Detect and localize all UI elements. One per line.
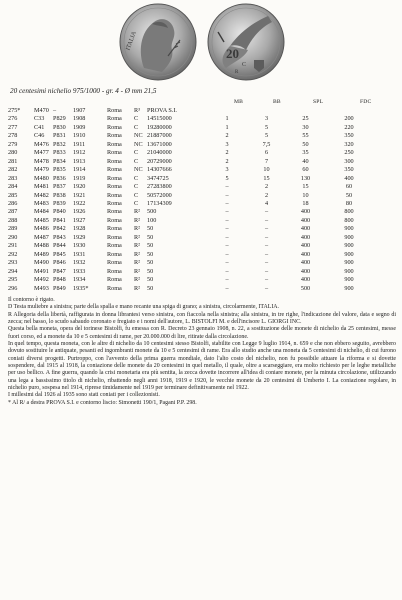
table-cell: M477 <box>34 149 49 157</box>
table-cell: 5 <box>225 174 229 182</box>
table-cell: 2 <box>225 157 229 165</box>
table-cell: 1930 <box>73 242 86 250</box>
table-cell: – <box>264 208 269 216</box>
table-cell: 2 <box>225 132 229 140</box>
table-cell: 400 <box>300 208 311 216</box>
col-header-spl: SPL <box>313 99 324 105</box>
table-cell: 20729000 <box>147 157 172 165</box>
table-cell: 40 <box>302 157 309 165</box>
table-cell: 17134309 <box>147 199 172 207</box>
table-cell: 292 <box>8 250 18 258</box>
table-cell: 19280000 <box>147 123 172 131</box>
table-cell: R² <box>134 250 140 258</box>
table-cell: 900 <box>344 233 354 241</box>
table-cell: P829 <box>53 115 66 123</box>
table-row <box>8 225 373 233</box>
table-cell: P846 <box>53 259 66 267</box>
table-cell: R² <box>134 242 140 250</box>
table-cell: – <box>225 276 229 284</box>
table-cell: – <box>225 267 229 275</box>
table-row <box>8 115 373 123</box>
table-cell: – <box>264 284 269 292</box>
table-row <box>8 242 373 250</box>
history-paragraph-1: Questa bella moneta, opera del torinese Bistolfi, fu emessa con R. Decreto 23 gennaio 1908, n. 22, a sostituzione delle monete di nichelio da 25 centesimi, messe fuori corso, ed a monete da 10 e 5 centesimi di rame, per 20.000.000 di lire, ritirate dalla circolazione. <box>8 326 396 340</box>
table-row <box>8 132 373 140</box>
table-cell: Roma <box>107 157 122 165</box>
table-cell: Roma <box>107 250 122 258</box>
table-cell: 3474725 <box>147 174 169 182</box>
table-cell: P847 <box>53 267 66 275</box>
table-cell: M481 <box>34 183 49 191</box>
table-cell: 1921 <box>73 191 86 199</box>
table-cell: 278 <box>8 132 18 140</box>
table-cell: P845 <box>53 250 66 258</box>
table-cell: 50 <box>302 140 309 148</box>
table-cell: 281 <box>8 157 18 165</box>
table-cell: M493 <box>34 284 49 292</box>
table-cell: – <box>264 276 269 284</box>
history-paragraph-2: In quel tempo, questa moneta, con le altre di nichelio da 10 centesimi stesso Bistolfi, stabilite con Legge 9 luglio 1914, n. 659 e che non ebbero seguito, avrebbero dovuto sostituire le antiquate, pesanti ed ingombranti monete da 10 e 5 centesimi di rame. Era allo studio anche una moneta da 5 centesimi di nichelio, di cui furono coniati diversi progetti. Purtroppo, con l'avvento della prima guerra mondiale, dato l'alto costo del nichelio, non fu possibile attuare la riforma e si dovette sospendere, dal 1915 al 1918, la coniazione delle monete da 20 centesimi in quel metallo, il quale, oltre a scarseggiare, era molto richiesto per le leghe metalliche per uso bellico. A fine guerra, quando la crisi monetaria era più sentita, la zecca dovette incorrere all'idea di coniare monete, per la minuta circolazione, utilizzando una lega a bassissimo titolo di nichelio, ribattendo negli anni 1918, 1919 e 1920, le vecchie monete da 20 centesimi di Umberto I. La coniazione regolare, in nichelio puro, sospesa nel 1914, riprese timidamente nel 1919 per terminare definitivamente nel 1922. <box>8 341 396 392</box>
table-cell: 21040000 <box>147 149 172 157</box>
table-cell: – <box>264 250 269 258</box>
table-cell: 320 <box>344 140 354 148</box>
catalog-table <box>8 107 373 293</box>
table-cell: – <box>225 233 229 241</box>
table-cell: 1914 <box>73 166 86 174</box>
table-cell: 1908 <box>73 115 86 123</box>
table-cell: 500 <box>300 284 311 292</box>
table-cell: Roma <box>107 233 122 241</box>
collectors-note: I millesimi dal 1926 al 1935 sono stati coniati per i collezionisti. <box>8 392 160 399</box>
table-cell: 60 <box>345 183 353 191</box>
table-cell: Roma <box>107 199 122 207</box>
table-cell: 1932 <box>73 259 86 267</box>
table-row <box>8 285 373 293</box>
coin-mint: R <box>235 70 239 75</box>
table-cell: P833 <box>53 149 66 157</box>
table-cell: 15 <box>302 183 309 191</box>
table-cell: 900 <box>344 267 354 275</box>
table-cell: Roma <box>107 208 122 216</box>
table-cell: Roma <box>107 216 122 224</box>
table-cell: M484 <box>34 208 49 216</box>
table-cell: R² <box>134 259 140 267</box>
table-cell: 1910 <box>73 132 86 140</box>
table-cell: M480 <box>34 174 49 182</box>
table-cell: 2 <box>264 183 269 191</box>
table-cell: 35 <box>302 149 309 157</box>
coin-reverse <box>208 4 284 80</box>
table-cell: P842 <box>53 225 66 233</box>
obverse-description: D Testa muliebre a sinistra; parte della spalla e mano recante una spiga di grano; a sinistra, circolarmente, ITALIA. <box>8 304 280 311</box>
table-row <box>8 175 373 183</box>
table-row <box>8 208 373 216</box>
table-cell: 130 <box>300 174 311 182</box>
table-cell: – <box>264 259 269 267</box>
table-cell: – <box>225 284 229 292</box>
table-cell: C <box>134 123 139 131</box>
table-cell: – <box>225 216 229 224</box>
coin-unit: C <box>242 62 247 68</box>
table-cell: C46 <box>34 132 45 140</box>
table-cell: 290 <box>8 233 18 241</box>
table-cell: 276 <box>8 115 18 123</box>
table-cell: 900 <box>344 225 354 233</box>
table-cell: 50 <box>147 284 154 292</box>
coin-images <box>118 2 288 84</box>
table-cell: 1 <box>225 115 229 123</box>
col-header-fdc: FDC <box>360 99 372 105</box>
table-cell: C <box>134 199 139 207</box>
table-cell: 14515000 <box>147 115 172 123</box>
table-cell: 400 <box>300 250 311 258</box>
table-cell: – <box>225 250 229 258</box>
table-cell: P840 <box>53 208 66 216</box>
table-row <box>8 276 373 284</box>
table-cell: – <box>264 225 269 233</box>
table-cell: Roma <box>107 267 122 275</box>
table-cell: 286 <box>8 199 18 207</box>
table-cell: – <box>225 208 229 216</box>
table-cell: 3 <box>225 140 229 148</box>
table-cell: P848 <box>53 276 66 284</box>
table-cell: 800 <box>344 216 354 224</box>
table-cell: Roma <box>107 140 122 148</box>
table-cell: 27283800 <box>147 183 172 191</box>
table-cell: C <box>134 174 139 182</box>
table-cell: P843 <box>53 233 66 241</box>
table-cell: P839 <box>53 199 66 207</box>
table-cell: – <box>225 259 229 267</box>
table-cell <box>247 107 286 115</box>
table-cell: 1926 <box>73 208 86 216</box>
table-cell: Roma <box>107 115 122 123</box>
table-cell: 1929 <box>73 233 86 241</box>
table-cell: 2 <box>225 149 229 157</box>
table-cell: 1935* <box>73 284 89 292</box>
table-cell: R³ <box>134 107 140 114</box>
table-cell: Roma <box>107 191 122 199</box>
table-cell: 13671000 <box>147 140 172 148</box>
table-row <box>8 192 373 200</box>
table-cell: 1 <box>225 123 229 131</box>
table-cell: 289 <box>8 225 18 233</box>
table-cell: 800 <box>344 208 354 216</box>
table-cell: M485 <box>34 216 49 224</box>
table-cell: 25 <box>302 115 309 123</box>
table-cell: M490 <box>34 259 49 267</box>
table-cell: 1919 <box>73 174 86 182</box>
table-cell: 80 <box>345 199 353 207</box>
table-cell: 294 <box>8 267 18 275</box>
table-cell: C33 <box>34 115 45 123</box>
table-cell: 288 <box>8 216 18 224</box>
reverse-description: R Allegoria della libertà, raffigurata in donna librantesi verso sinistra, con fiaccola nella sinistra; alla sinistra, in tre righe, l'indicazione del valore, data e segno di zecca; nel basso, lo scudo sabaudo coronato e fregiato e i nomi dell'autore, L. BISTOLFI M. e dell'incisore L. GIORGI INC. <box>8 311 396 326</box>
table-cell: Roma <box>107 149 122 157</box>
table-cell: 400 <box>300 225 311 233</box>
table-cell: 282 <box>8 166 18 174</box>
table-cell: C41 <box>34 123 45 131</box>
table-cell: M476 <box>34 140 49 148</box>
table-cell: 5 <box>264 132 269 140</box>
table-cell: 100 <box>147 216 157 224</box>
table-cell: NC <box>134 140 143 148</box>
table-cell: 2 <box>264 191 269 199</box>
table-cell: 400 <box>300 216 311 224</box>
table-cell: – <box>225 183 229 191</box>
table-cell: – <box>53 107 57 114</box>
table-cell <box>286 107 325 115</box>
table-cell <box>325 107 373 115</box>
coin-value: 20 <box>226 46 239 61</box>
table-cell: 285 <box>8 191 18 199</box>
table-row <box>8 141 373 149</box>
table-cell: R² <box>134 216 140 224</box>
table-cell: 400 <box>300 259 311 267</box>
table-cell: 900 <box>344 250 354 258</box>
table-cell <box>207 107 247 115</box>
table-cell: 900 <box>344 284 354 292</box>
table-cell: – <box>225 191 229 199</box>
table-cell: 50 <box>147 259 154 267</box>
table-cell: 283 <box>8 174 18 182</box>
table-cell: 300 <box>344 157 354 165</box>
table-cell: 50 <box>147 242 154 250</box>
table-cell: C <box>134 157 139 165</box>
table-cell: Roma <box>107 174 122 182</box>
table-row <box>8 259 373 267</box>
table-cell: PROVA S.I. <box>147 107 177 114</box>
table-cell: P834 <box>53 157 66 165</box>
table-cell: 284 <box>8 183 18 191</box>
table-cell: 400 <box>300 267 311 275</box>
table-cell: NC <box>134 132 143 140</box>
description-text <box>8 297 396 407</box>
table-cell: 30 <box>302 123 309 131</box>
table-cell: Roma <box>107 284 122 292</box>
table-row <box>8 158 373 166</box>
table-cell: 1907 <box>73 107 86 114</box>
table-cell: Roma <box>107 259 122 267</box>
table-cell: 1922 <box>73 199 86 207</box>
table-cell: 280 <box>8 149 18 157</box>
table-cell: 1933 <box>73 267 86 275</box>
table-cell: 400 <box>344 174 354 182</box>
table-cell: 277 <box>8 123 18 131</box>
table-cell: NC <box>134 166 143 174</box>
table-cell: M482 <box>34 191 49 199</box>
table-cell: 3 <box>264 115 269 123</box>
table-cell: Roma <box>107 107 122 114</box>
table-cell: 220 <box>344 123 354 131</box>
table-cell: R² <box>134 208 140 216</box>
table-row <box>8 166 373 174</box>
table-cell: 10 <box>302 191 309 199</box>
table-cell: 400 <box>300 276 311 284</box>
table-cell: R² <box>134 276 140 284</box>
table-cell: 900 <box>344 242 354 250</box>
table-row <box>8 217 373 225</box>
table-cell: Roma <box>107 166 122 174</box>
table-cell: 50572000 <box>147 191 172 199</box>
table-cell: 50 <box>345 191 353 199</box>
table-cell: 900 <box>344 276 354 284</box>
table-cell: 400 <box>300 233 311 241</box>
table-cell: P836 <box>53 174 66 182</box>
table-cell: 1934 <box>73 276 86 284</box>
table-cell: M491 <box>34 267 49 275</box>
table-cell: 293 <box>8 259 18 267</box>
table-cell: – <box>225 242 229 250</box>
table-cell: 1912 <box>73 149 86 157</box>
table-row <box>8 200 373 208</box>
footnote: * Al R/ a destra PROVA S.I. e contorno liscio: Simonetti 190/1, Pagani P.P. 298. <box>8 399 197 406</box>
table-cell: 3 <box>225 166 229 174</box>
table-row <box>8 234 373 242</box>
col-header-mb: MB <box>234 99 244 105</box>
coin-title: 20 centesimi nichelio 975/1000 - gr. 4 - Ø mm 21,5 <box>10 87 157 95</box>
table-cell: 350 <box>344 166 354 174</box>
table-cell: 350 <box>344 132 354 140</box>
table-cell: M478 <box>34 157 49 165</box>
table-cell: 5 <box>264 123 269 131</box>
table-cell: P832 <box>53 140 66 148</box>
table-cell: 18 <box>302 199 309 207</box>
table-cell: C <box>134 115 139 123</box>
table-cell: Roma <box>107 242 122 250</box>
table-row <box>8 251 373 259</box>
table-cell: 1920 <box>73 183 86 191</box>
table-cell: 295 <box>8 276 18 284</box>
table-cell: P849 <box>53 284 66 292</box>
table-cell: P838 <box>53 191 66 199</box>
table-cell: 7 <box>264 157 269 165</box>
table-cell: P844 <box>53 242 66 250</box>
table-cell: 60 <box>302 166 309 174</box>
table-cell: 250 <box>344 149 354 157</box>
table-cell: 1928 <box>73 225 86 233</box>
table-cell: – <box>225 199 229 207</box>
table-cell: 50 <box>147 267 154 275</box>
table-cell: – <box>264 267 269 275</box>
table-cell: 400 <box>300 242 311 250</box>
table-cell: M489 <box>34 250 49 258</box>
edge-note: Il contorno è rigato. <box>8 297 55 303</box>
table-cell: Roma <box>107 276 122 284</box>
table-cell: R² <box>134 225 140 233</box>
table-cell: 500 <box>147 208 157 216</box>
table-cell: M487 <box>34 233 49 241</box>
table-cell: 55 <box>302 132 309 140</box>
table-cell: C <box>134 149 139 157</box>
table-cell: 1909 <box>73 123 86 131</box>
table-cell: 50 <box>147 276 154 284</box>
table-cell: R² <box>134 233 140 241</box>
table-cell: M488 <box>34 242 49 250</box>
table-cell: 14307666 <box>147 166 172 174</box>
table-cell: P837 <box>53 183 66 191</box>
table-cell: P841 <box>53 216 66 224</box>
table-cell: 21887000 <box>147 132 172 140</box>
table-row <box>8 149 373 157</box>
table-cell: 1911 <box>73 140 86 148</box>
table-cell: 275* <box>8 107 21 114</box>
table-cell: P835 <box>53 166 66 174</box>
table-cell: C <box>134 183 139 191</box>
table-cell: 287 <box>8 208 18 216</box>
table-cell: 50 <box>147 233 154 241</box>
table-cell: 291 <box>8 242 18 250</box>
table-cell: 4 <box>264 199 269 207</box>
table-cell: 279 <box>8 140 18 148</box>
table-cell: – <box>264 233 269 241</box>
table-cell: Roma <box>107 225 122 233</box>
table-cell: 10 <box>263 166 270 174</box>
table-cell: 200 <box>344 115 354 123</box>
table-cell: R² <box>134 284 140 292</box>
table-row <box>8 183 373 191</box>
col-header-bb: BB <box>273 99 281 105</box>
table-cell: M483 <box>34 199 49 207</box>
table-row <box>8 268 373 276</box>
coin-obverse <box>120 4 196 80</box>
table-cell: M470 <box>34 107 49 114</box>
table-row <box>8 107 373 115</box>
table-cell: M479 <box>34 166 49 174</box>
table-cell: – <box>264 216 269 224</box>
table-cell: Roma <box>107 132 122 140</box>
table-cell: Roma <box>107 183 122 191</box>
table-row <box>8 124 373 132</box>
table-cell: 1931 <box>73 250 86 258</box>
table-cell: C <box>134 191 139 199</box>
table-cell: 296 <box>8 284 18 292</box>
table-cell: 6 <box>264 149 269 157</box>
table-cell: P830 <box>53 123 66 131</box>
table-cell: R² <box>134 267 140 275</box>
table-cell: 15 <box>263 174 270 182</box>
table-cell: M492 <box>34 276 49 284</box>
table-cell: 50 <box>147 225 154 233</box>
table-cell: – <box>264 242 269 250</box>
table-cell: 7,5 <box>262 140 271 148</box>
table-cell: 1913 <box>73 157 86 165</box>
table-cell: M486 <box>34 225 49 233</box>
table-cell: P831 <box>53 132 66 140</box>
table-cell: – <box>225 225 229 233</box>
table-cell: 1927 <box>73 216 86 224</box>
table-cell: 900 <box>344 259 354 267</box>
table-cell: Roma <box>107 123 122 131</box>
coin-legend: ITALIA <box>125 30 138 52</box>
table-cell: 50 <box>147 250 154 258</box>
